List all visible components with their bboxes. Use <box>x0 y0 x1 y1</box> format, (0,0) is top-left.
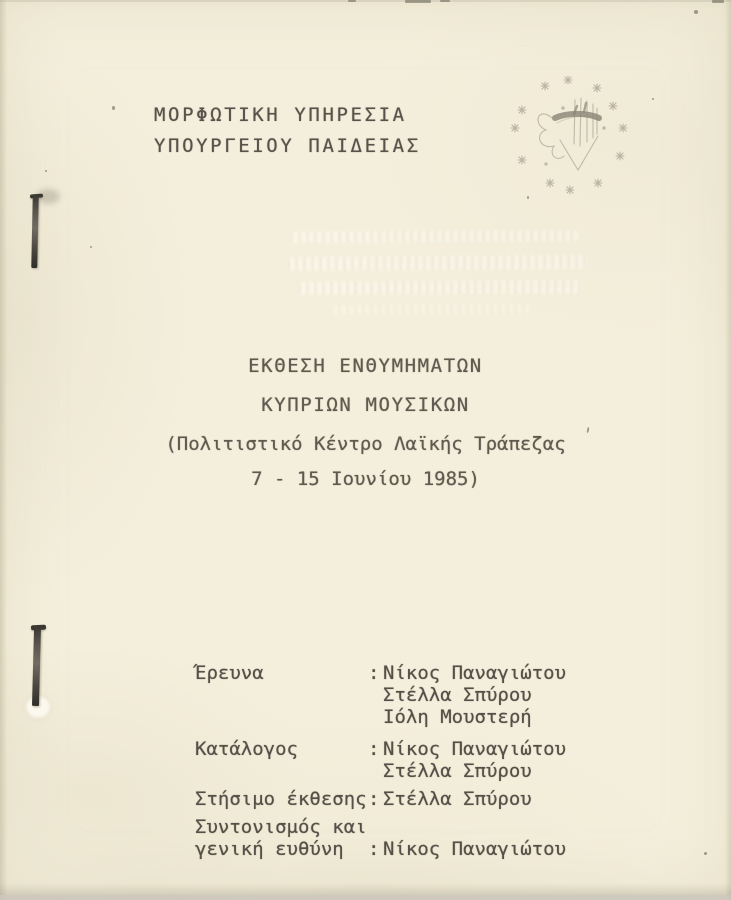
title-line-4: 7 - 15 Ιουνίου 1985) <box>251 468 480 490</box>
ghost-ink-transfer-line <box>298 280 582 295</box>
dust-speck <box>112 106 115 110</box>
credit-label: Κατάλογος <box>195 738 298 760</box>
credit-name: Νίκος Παναγιώτου <box>383 738 567 760</box>
title-line-3: (Πολιτιστικό Κέντρο Λαϊκής Τράπεζας <box>165 433 566 455</box>
credit-name: Στέλλα Σπύρου <box>383 760 532 782</box>
top-edge-mark <box>712 0 724 3</box>
credits-block <box>195 662 566 860</box>
credit-colon: : <box>368 662 380 684</box>
credit-colon: : <box>368 838 380 860</box>
credit-label: Στήσιμο έκθεσης <box>195 788 367 810</box>
issuer-header <box>154 100 421 162</box>
top-edge-mark <box>440 0 450 2</box>
credit-label <box>195 816 368 860</box>
credit-name: Νίκος Παναγιώτου <box>383 838 567 860</box>
ink-stamp-icon <box>500 68 640 203</box>
dust-speck <box>45 170 47 172</box>
page-bottom-edge <box>0 895 731 900</box>
credit-names <box>383 788 566 810</box>
credit-row-research <box>195 662 566 728</box>
credit-colon: : <box>368 738 380 760</box>
issuer-line-2: ΥΠΟΥΡΓΕΙΟΥ ΠΑΙΔΕΙΑΣ <box>154 135 421 157</box>
credit-names <box>383 662 566 728</box>
credit-label-line-1: Συντονισμός και <box>195 816 367 838</box>
dust-speck <box>90 246 92 248</box>
title-line-1: ΕΚΘΕΣΗ ΕΝΘΥΜΗΜΑΤΩΝ <box>248 355 483 377</box>
dust-speck <box>527 196 529 199</box>
staple-leg <box>31 196 39 268</box>
credit-colon: : <box>368 788 380 810</box>
page-bottom-shadow <box>0 883 731 895</box>
dust-speck <box>694 10 698 14</box>
ghost-ink-transfer-line <box>290 230 578 243</box>
ghost-ink-transfer-line <box>287 255 587 271</box>
credit-name: Στέλλα Σπύρου <box>383 684 532 706</box>
ghost-ink-transfer-line <box>330 304 530 314</box>
credit-row-coordination <box>195 816 566 860</box>
credit-row-catalogue <box>195 738 566 782</box>
issuer-line-1: ΜΟΡΦΩΤΙΚΗ ΥΠΗΡΕΣΙΑ <box>154 104 407 126</box>
dust-speck <box>704 852 707 855</box>
credit-row-exhibition-setup <box>195 788 566 810</box>
credit-names <box>383 838 566 860</box>
credit-name: Ιόλη Μουστερή <box>383 706 532 728</box>
credit-label: Έρευνα <box>195 662 264 684</box>
title-line-2: ΚΥΠΡΙΩΝ ΜΟΥΣΙΚΩΝ <box>261 394 470 416</box>
document-title <box>0 354 731 491</box>
credit-name: Νίκος Παναγιώτου <box>383 662 567 684</box>
dust-speck <box>652 98 654 100</box>
page-top-edge <box>0 0 731 2</box>
top-edge-mark <box>348 0 356 2</box>
staple-leg <box>32 628 41 706</box>
top-edge-mark <box>405 0 431 3</box>
credit-name: Στέλλα Σπύρου <box>383 788 532 810</box>
credit-label-line-2: γενική ευθύνη <box>195 838 344 860</box>
credit-names <box>383 738 566 782</box>
